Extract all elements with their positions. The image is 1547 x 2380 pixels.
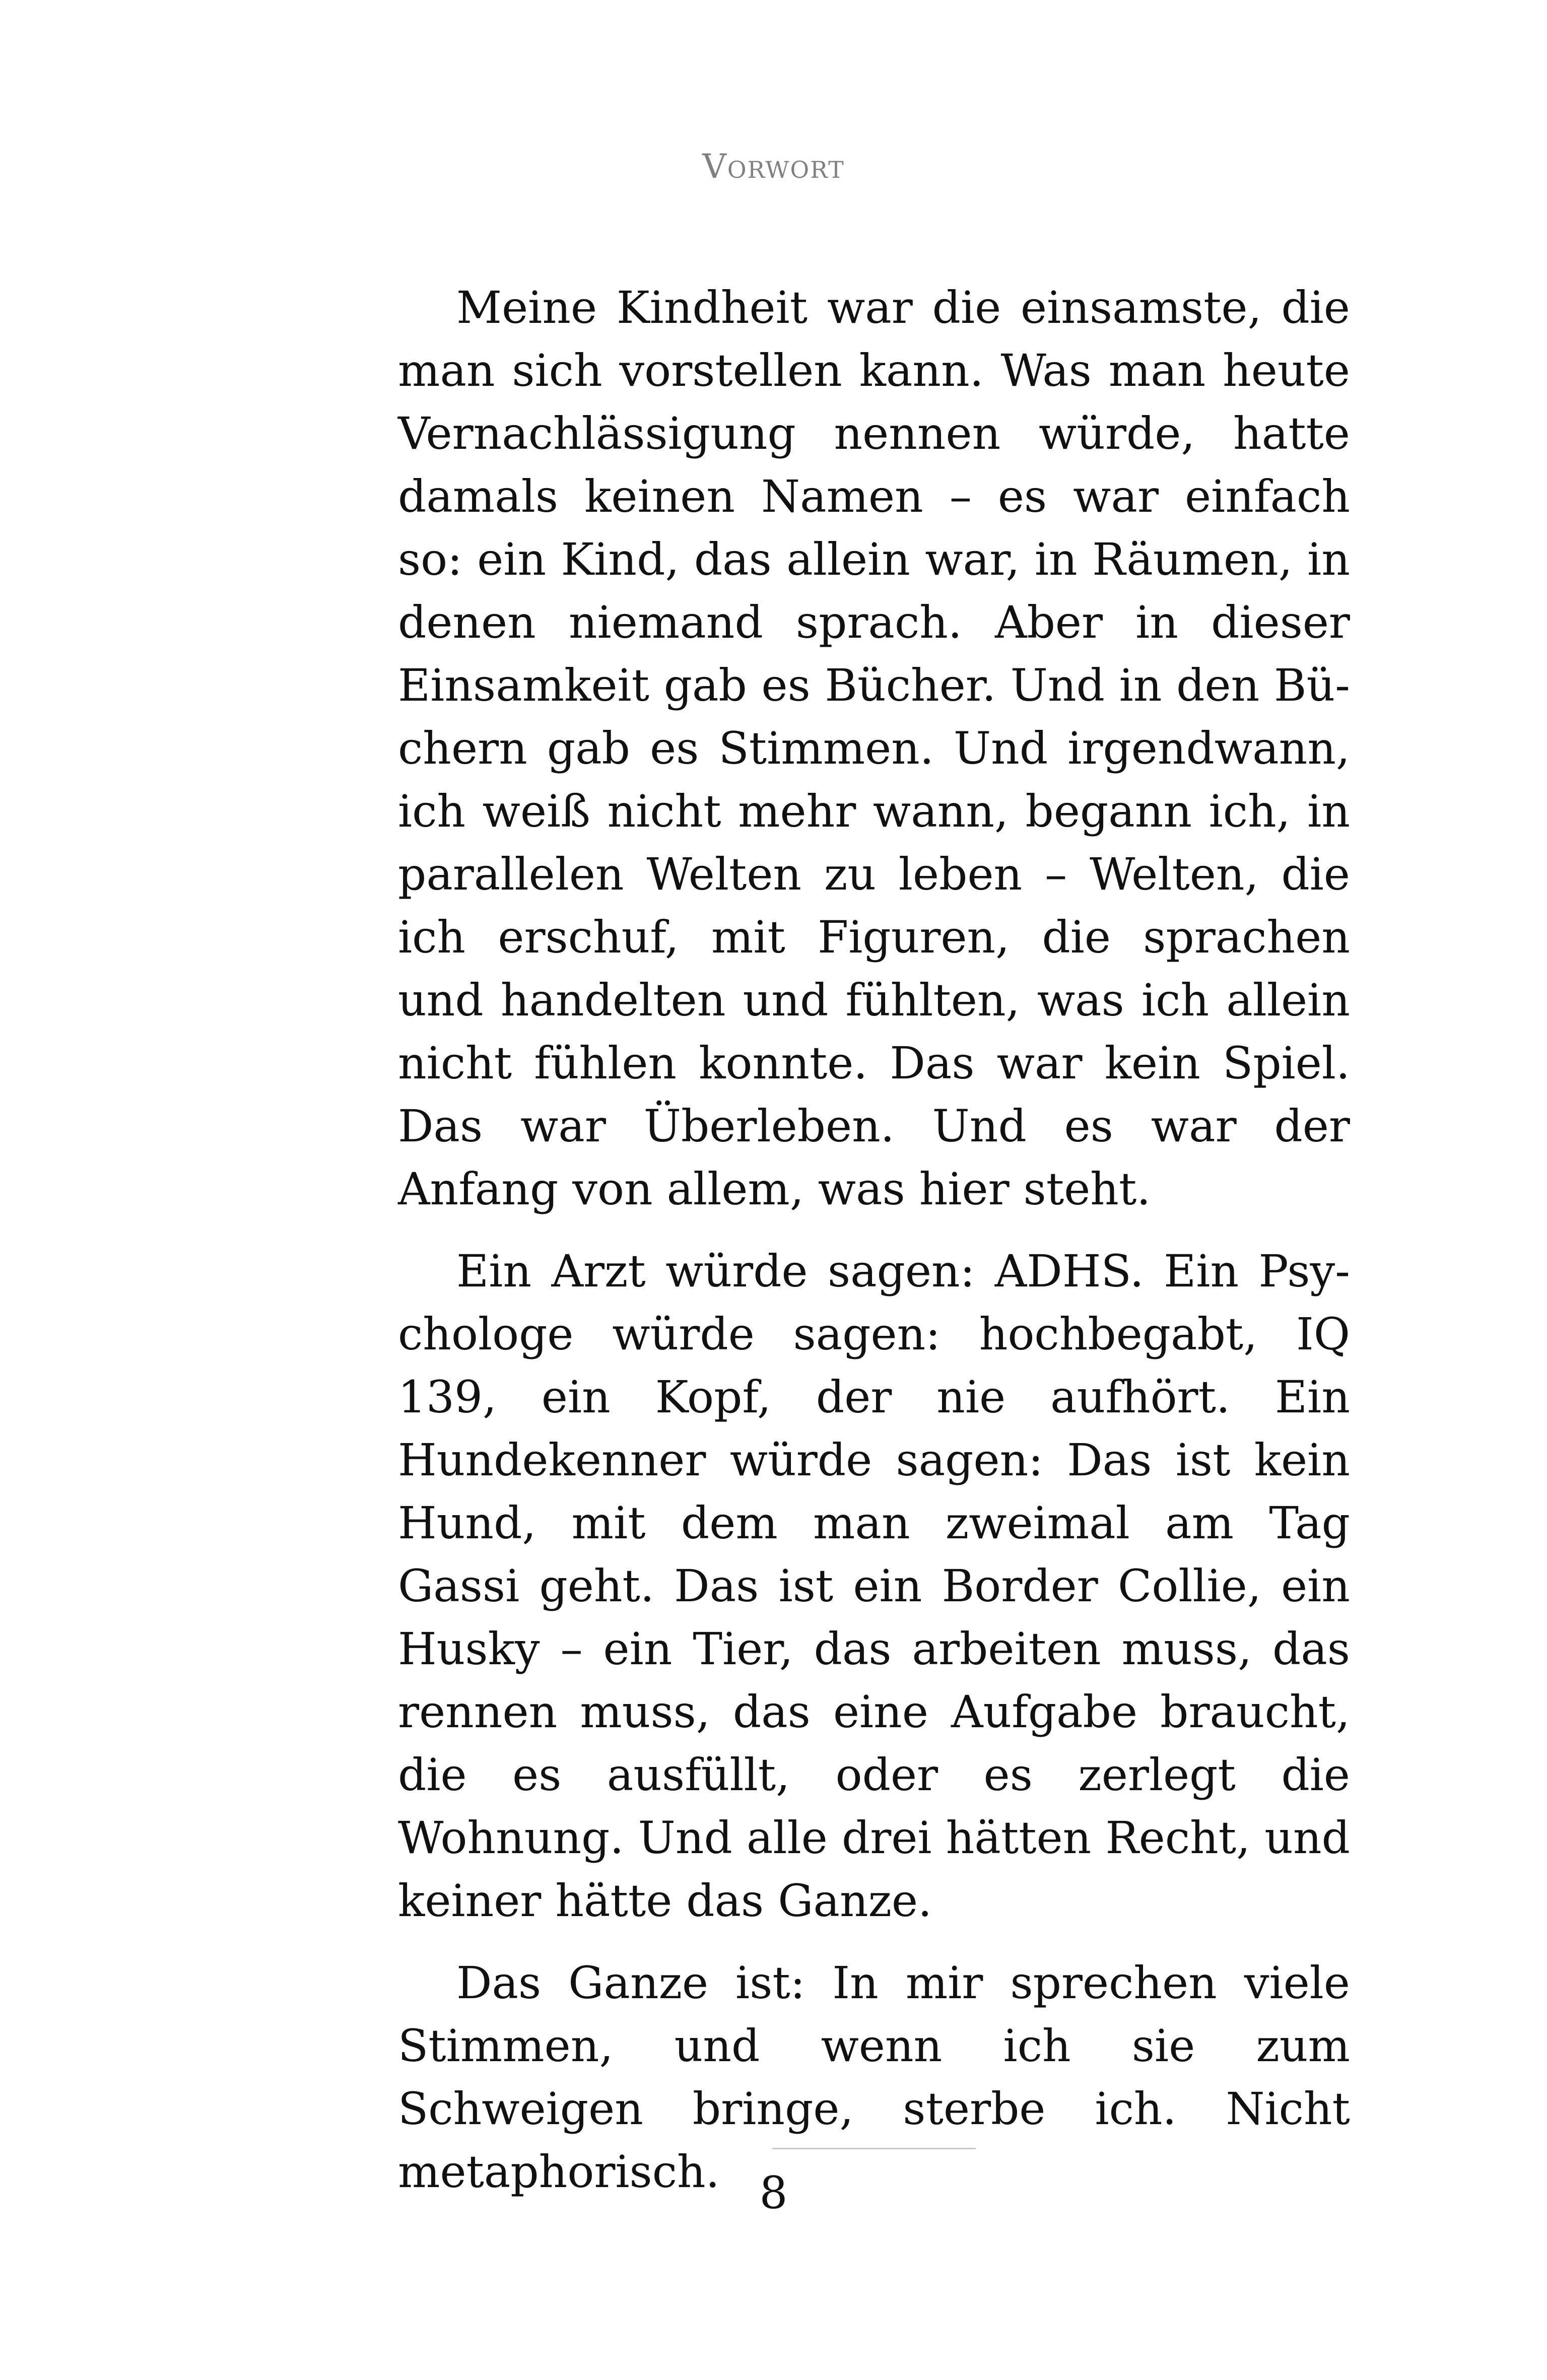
page-number: 8 bbox=[759, 2167, 788, 2219]
running-head: Vorwort bbox=[702, 147, 845, 186]
paragraph-1: Meine Kindheit war die einsamste, die man sich vorstellen kann. Was man heute Vernachlässigung nennen würde, hatte damals keinen Namen – es war einfach so: ein Kind, das allein war, in Räumen, in denen niemand sprach. Aber in dieser Einsamkeit gab es Bücher. Und in den Büchern gab es Stimmen. Und irgendwann, ich weiß nicht mehr wann, begann ich, in parallelen Welten zu leben – Welten, die ich erschuf, mit Figuren, die sprachen und handelten und fühlten, was ich allein nicht fühlen konnte. Das war kein Spiel. Das war Überleben. Und es war der Anfang von allem, was hier steht. bbox=[398, 282, 1350, 1215]
paragraph-3: Das Ganze ist: In mir sprechen viele Stimmen, und wenn ich sie zum Schweigen bringe, sterbe ich. Nicht metaphorisch. bbox=[398, 1957, 1350, 2198]
footer-divider bbox=[772, 2148, 976, 2149]
body-text bbox=[398, 276, 1350, 2222]
paragraph-2: Ein Arzt würde sagen: ADHS. Ein Psychologe würde sagen: hochbegabt, IQ 139, ein Kopf, der nie aufhört. Ein Hundekenner würde sagen: Das ist kein Hund, mit dem man zweimal am Tag Gassi geht. Das ist ein Border Collie, ein Husky – ein Tier, das arbeiten muss, das rennen muss, das eine Aufgabe braucht, die es ausfüllt, oder es zerlegt die Wohnung. Und alle drei hätten Recht, und keiner hätte das Ganze. bbox=[398, 1245, 1350, 1927]
